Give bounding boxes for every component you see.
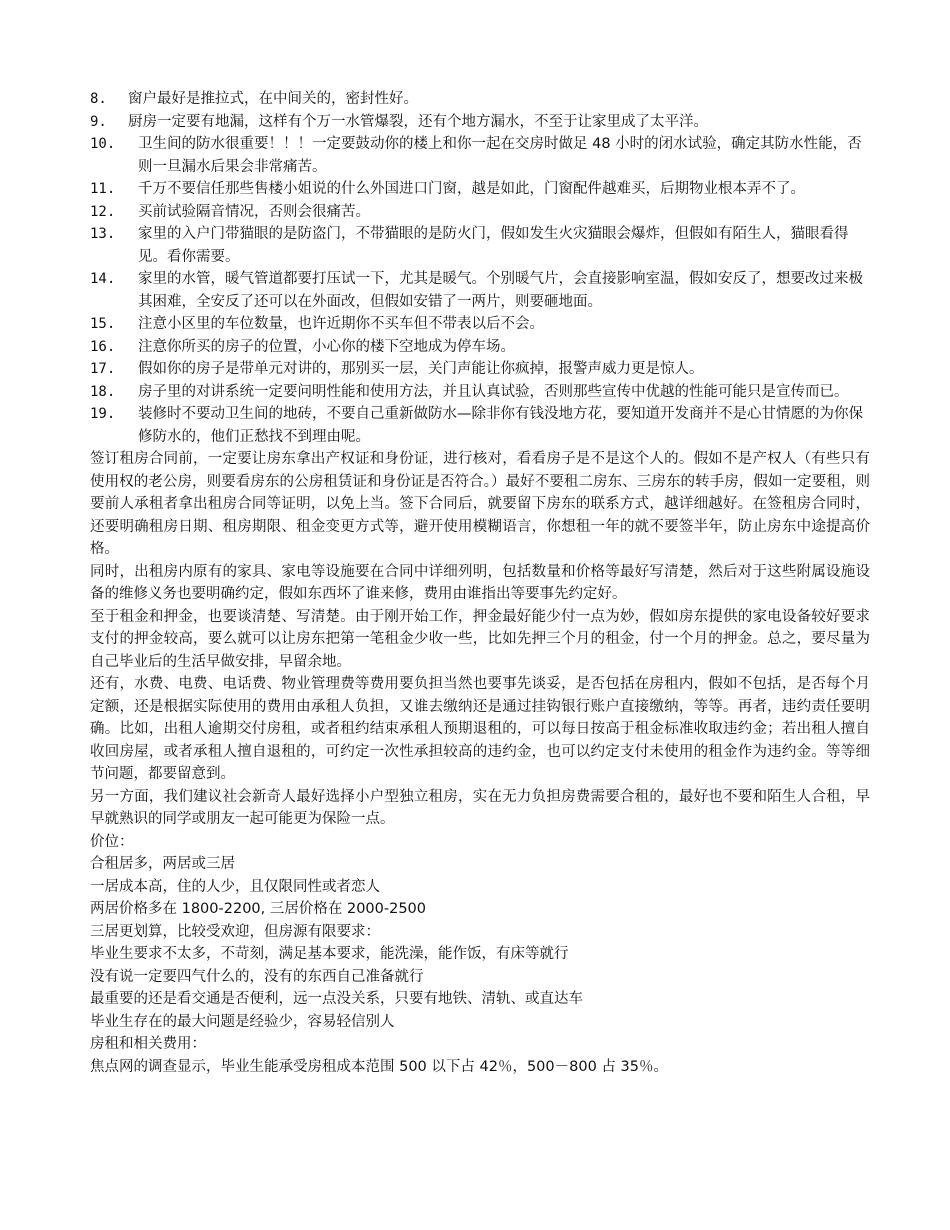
text-line: 一居成本高，住的人少，且仅限同性或者恋人	[90, 878, 380, 895]
list-item	[90, 336, 870, 359]
text-line: 合租居多，两居或三居	[90, 856, 235, 872]
list-item-number: 13.	[90, 226, 116, 242]
paragraph-shared-rent-advice: 另一方面，我们建议社会新奇人最好选择小户型独立租房，实在无力负担房费需要合租的，最好也不要和陌生人合租，早早就熟识的同学或朋友一起可能更为保险一点。	[90, 788, 870, 827]
list-item-text: 买前试验隔音情况，否则会很痛苦。	[138, 203, 370, 220]
list-item	[90, 381, 870, 404]
paragraph-furniture-list: 同时，出租房内原有的家具、家电等设施要在合同中详细列明，包括数量和价格等最好写清楚，然后对于这些附属设施设备的维修义务也要明确约定，假如东西坏了谁来修，费用由谁指出等要事先约定好。	[90, 563, 870, 602]
list-item	[90, 313, 870, 336]
list-item	[90, 403, 870, 448]
list-item	[90, 88, 870, 111]
list-item-number: 15.	[90, 316, 116, 332]
text-line: 毕业生存在的最大问题是经验少，容易轻信别人	[90, 1013, 395, 1030]
text-line: 三居更划算，比较受欢迎，但房源有限要求：	[90, 923, 380, 940]
list-item-number: 8.	[90, 91, 107, 107]
list-item	[90, 268, 870, 313]
list-item-number: 14.	[90, 271, 116, 287]
list-item-text: 注意你所买的房子的位置，小心你的楼下空地成为停车场。	[138, 338, 515, 355]
text-line: 两居价格多在 1800-2200, 三居价格在 2000-2500	[90, 901, 427, 917]
paragraph-fees-liability: 还有，水费、电费、电话费、物业管理费等费用要负担当然也要事先谈妥，是否包括在房租内，假如不包括，是否每个月定额，还是根据实际使用的费用由承租人负担，又谁去缴纳还是通过挂钩银行账户直接缴纳，等等。再者，违约责任要明确。比如，出租人逾期交付房租，或者租约结束承租人预期退租的，可以每日按高于租金标准收取违约金；若出租人擅自收回房屋，或者承租人擅自退租的，可约定一次性承担较高的违约金，也可以约定支付未使用的租金作为违约金。等等细节问题，都要留意到。	[90, 676, 870, 782]
list-item-text: 窗户最好是推拉式，在中间关的，密封性好。	[128, 91, 418, 107]
list-item-text: 卫生间的防水很重要！！！一定要鼓动你的楼上和你一起在交房时做足 48 小时的闭水试验，确定其防水性能，否则一旦漏水后果会非常痛苦。	[138, 136, 862, 175]
list-item-text: 房子里的对讲系统一定要问明性能和使用方法，并且认真试验，否则那些宣传中优越的性能可能只是宣传而已。	[138, 383, 849, 400]
list-item-text: 厨房一定要有地漏，这样有个万一水管爆裂，还有个地方漏水，不至于让家里成了太平洋。	[128, 113, 708, 130]
paragraph-contract-check: 签订租房合同前，一定要让房东拿出产权证和身份证，进行核对，看看房子是不是这个人的。假如不是产权人（有些只有使用权的老公房，则要看房东的公房租赁证和身份证是否符合。）最好不要租二房东、三房东的转手房，假如一定要租，则要前人承租者拿出租房合同等证明，以免上当。签下合同后，就要留下房东的联系方式，越详细越好。在签租房合同时，还要明确租房日期、租房期限、租金变更方式等，避开使用模糊语言，你想租一年的就不要签半年，防止房东中途提高价格。	[90, 451, 870, 557]
text-line: 焦点网的调查显示，毕业生能承受房租成本范围 500 以下占 42％，500－800 占 35％。	[90, 1058, 668, 1075]
list-item-number: 10.	[90, 136, 116, 152]
text-line: 最重要的还是看交通是否便利，远一点没关系，只要有地铁、清轨、或直达车	[90, 991, 583, 1007]
list-item-number: 19.	[90, 406, 116, 422]
numbered-tips-list	[90, 88, 870, 448]
list-item-text: 家里的入户门带猫眼的是防盗门，不带猫眼的是防火门，假如发生火灾猫眼会爆炸，但假如有陌生人，猫眼看得见。看你需要。	[138, 226, 849, 265]
list-item	[90, 358, 870, 381]
list-item	[90, 111, 870, 134]
list-item-number: 9.	[90, 113, 107, 130]
heading-rent-costs: 房租和相关费用：	[90, 1036, 206, 1052]
list-item-text: 假如你的房子是带单元对讲的，那别买一层，关门声能让你疯掉，报警声威力更是惊人。	[138, 361, 704, 377]
list-item-text: 装修时不要动卫生间的地砖，不要自己重新做防水—除非你有钱没地方花，要知道开发商并不是心甘情愿的为你保修防水的，他们正愁找不到理由呢。	[138, 406, 863, 445]
text-line: 没有说一定要四气什么的，没有的东西自己准备就行	[90, 968, 424, 985]
list-item-text: 千万不要信任那些售楼小姐说的什么外国进口门窗，越是如此，门窗配件越难买，后期物业根本弄不了。	[138, 181, 805, 197]
list-item-number: 17.	[90, 361, 116, 377]
list-item	[90, 133, 870, 178]
list-item-number: 11.	[90, 181, 116, 197]
document-page	[90, 88, 870, 1078]
list-item	[90, 223, 870, 268]
list-item-text: 家里的水管，暖气管道都要打压试一下，尤其是暖气。个别暖气片，会直接影响室温，假如安反了，想要改过来极其困难，全安反了还可以在外面改，但假如安错了一两片，则要砸地面。	[138, 271, 863, 310]
list-item-text: 注意小区里的车位数量，也许近期你不买车但不带表以后不会。	[138, 316, 544, 332]
list-item	[90, 201, 870, 224]
paragraph-rent-deposit: 至于租金和押金，也要谈清楚、写清楚。由于刚开始工作，押金最好能少付一点为妙，假如房东提供的家电设备较好要求支付的押金较高，要么就可以让房东把第一笔租金少收一些，比如先押三个月的租金，付一个月的押金。总之，要尽量为自己毕业后的生活早做安排，早留余地。	[90, 608, 870, 670]
list-item-number: 18.	[90, 383, 116, 400]
list-item	[90, 178, 870, 201]
list-item-number: 12.	[90, 203, 116, 220]
heading-price: 价位：	[90, 833, 134, 850]
text-line: 毕业生要求不太多，不苛刻，满足基本要求，能洗澡，能作饭，有床等就行	[90, 946, 569, 962]
list-item-number: 16.	[90, 338, 116, 355]
